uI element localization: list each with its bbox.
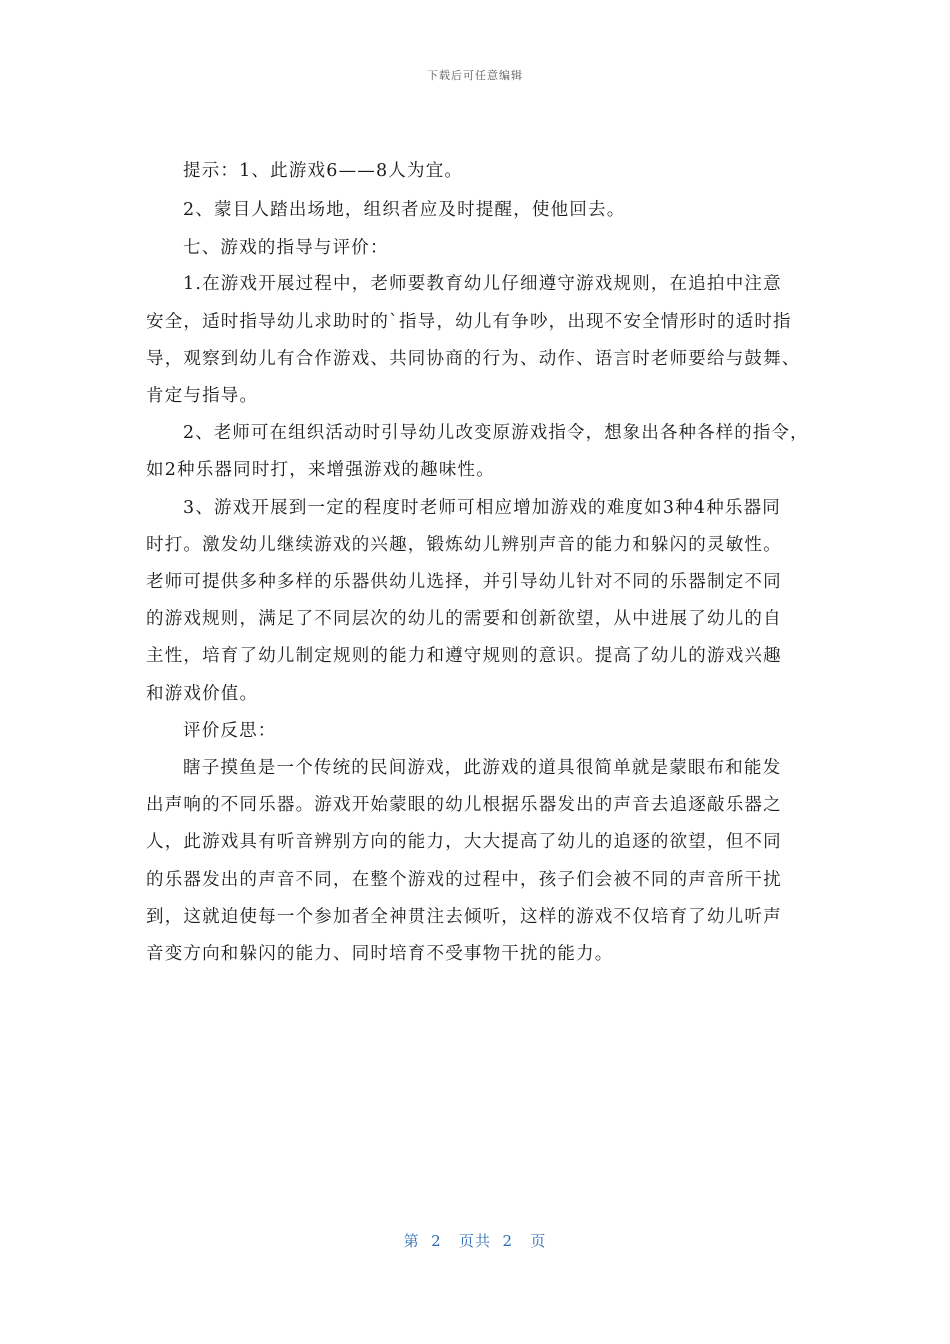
paragraph-line: 1.在游戏开展过程中，老师要教育幼儿仔细遵守游戏规则，在追拍中注意: [183, 274, 782, 294]
paragraph-line: 音变方向和躲闪的能力、同时培育不受事物干扰的能力。: [146, 944, 614, 964]
paragraph-line: 到，这就迫使每一个参加者全神贯注去倾听，这样的游戏不仅培育了幼儿听声: [146, 907, 782, 927]
paragraph-line: 肯定与指导。: [146, 386, 259, 406]
paragraph-line: 安全，适时指导幼儿求助时的`指导，幼儿有争吵，出现不安全情形时的适时指: [146, 312, 792, 332]
paragraph-line: 和游戏价值。: [146, 684, 259, 704]
paragraph-line: 老师可提供多种多样的乐器供幼儿选择，并引导幼儿针对不同的乐器制定不同: [146, 572, 782, 592]
paragraph-line: 的游戏规则，满足了不同层次的幼儿的需要和创新欲望，从中进展了幼儿的自: [146, 609, 782, 629]
paragraph-line: 2、蒙目人踏出场地，组织者应及时提醒，使他回去。: [183, 200, 626, 220]
paragraph-line: 瞎子摸鱼是一个传统的民间游戏，此游戏的道具很简单就是蒙眼布和能发: [183, 758, 782, 778]
paragraph-line: 主性，培育了幼儿制定规则的能力和遵守规则的意识。提高了幼儿的游戏兴趣: [146, 646, 782, 666]
paragraph-line: 导，观察到幼儿有合作游戏、共同协商的行为、动作、语言时老师要给与鼓舞、: [146, 349, 801, 369]
paragraph-line: 人，此游戏具有听音辨别方向的能力，大大提高了幼儿的追逐的欲望，但不同: [146, 832, 782, 852]
section-heading: 七、游戏的指导与评价：: [183, 238, 389, 258]
paragraph-line: 时打。激发幼儿继续游戏的兴趣，锻炼幼儿辨别声音的能力和躲闪的灵敏性。: [146, 535, 782, 555]
paragraph-line: 3、游戏开展到一定的程度时老师可相应增加游戏的难度如3种4种乐器同: [183, 498, 781, 518]
paragraph-line: 2、老师可在组织活动时引导幼儿改变原游戏指令，想象出各种各样的指令，: [183, 423, 809, 443]
page-header: 下载后可任意编辑: [427, 69, 523, 82]
page-footer: 第 2 页共 2 页: [403, 1232, 547, 1250]
paragraph-line: 的乐器发出的声音不同，在整个游戏的过程中，孩子们会被不同的声音所干扰: [146, 870, 782, 890]
paragraph-line: 提示：1、此游戏6——8人为宜。: [183, 161, 464, 181]
section-heading: 评价反思：: [183, 721, 277, 741]
paragraph-line: 出声响的不同乐器。游戏开始蒙眼的幼儿根据乐器发出的声音去追逐敲乐器之: [146, 795, 782, 815]
paragraph-line: 如2种乐器同时打，来增强游戏的趣味性。: [146, 460, 495, 480]
